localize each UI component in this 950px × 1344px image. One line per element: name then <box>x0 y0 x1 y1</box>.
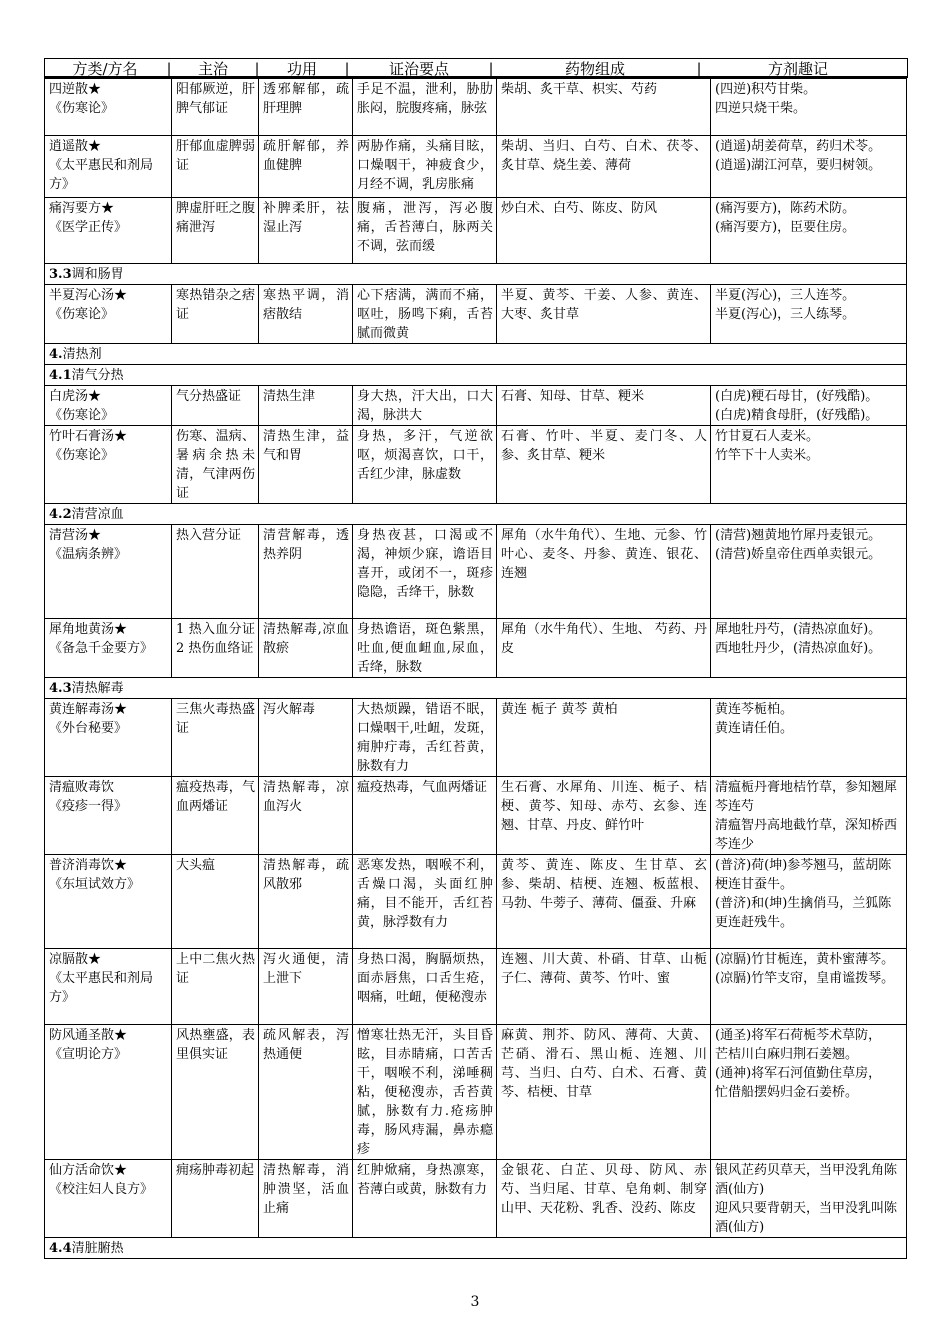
ingredients-cell: 麻黄、荆芥、防风、薄荷、大黄、芒硝、滑石、黑山栀、连翘、川芎、当归、白芍、白术、石膏、黄芩、桔梗、甘草 <box>497 1025 711 1160</box>
keypoints-cell: 心下痞满，满而不痛，呕吐，肠鸣下痢，舌苔腻而微黄 <box>353 285 497 344</box>
section-row <box>45 344 907 365</box>
indication-cell: 1 热入血分证 2 热伤血络证 <box>172 619 259 678</box>
mnemonic-line: 芒桔川白麻归荆石姜翘。 <box>715 1047 859 1062</box>
function-cell: 疏风解表，泻热通便 <box>259 1025 353 1160</box>
mnemonic-cell <box>711 386 907 426</box>
document-page <box>44 58 910 1259</box>
indication-cell: 瘟疫热毒，气血两燔证 <box>172 777 259 855</box>
mnemonic-line: (白虎)精食母肝，(好残酷)。 <box>715 408 879 423</box>
mnemonic-line: (痛泻要方)，陈药术防。 <box>715 201 856 216</box>
header-keypoints: 证治要点 <box>388 60 449 78</box>
mnemonic-line: 清瘟智丹高地截竹草，深知桥西芩连少 <box>715 818 898 852</box>
formula-cell <box>45 285 172 344</box>
formula-name: 清营汤★ <box>49 528 102 543</box>
ingredients-cell: 柴胡、炙干草、枳实、芍药 <box>497 79 711 136</box>
function-cell: 寒热平调，消痞散结 <box>259 285 353 344</box>
function-cell: 泻火通便，清上泄下 <box>259 949 353 1025</box>
mnemonic-line: 黄连请任伯。 <box>715 721 794 736</box>
section-number: 3.3 <box>49 267 72 282</box>
mnemonic-line: (四逆)积芍甘柴。 <box>715 82 817 97</box>
keypoints-cell: 恶寒发热，咽喉不利，舌燥口渴，头面红肿痛，目不能开，舌红苔黄，脉浮数有力 <box>353 855 497 949</box>
section-heading <box>45 344 907 365</box>
section-number: 4.2 <box>49 507 72 522</box>
section-number: 4.3 <box>49 681 72 696</box>
mnemonic-line: 迎风只要背朝天，当甲没乳叫陈酒(仙方) <box>715 1201 898 1235</box>
function-cell: 清热解毒，凉血泻火 <box>259 777 353 855</box>
indication-cell: 上中二焦火热证 <box>172 949 259 1025</box>
ingredients-cell: 黄芩、黄连、陈皮、生甘草、玄参、柴胡、桔梗、连翘、板蓝根、马勃、牛蒡子、薄荷、僵蚕、升麻 <box>497 855 711 949</box>
table-row <box>45 525 907 619</box>
indication-cell: 风热壅盛，表里俱实证 <box>172 1025 259 1160</box>
header-separator: | <box>696 60 702 78</box>
function-cell: 清热生津，益气和胃 <box>259 426 353 504</box>
formula-cell <box>45 525 172 619</box>
mnemonic-cell <box>711 1160 907 1238</box>
mnemonic-line: (白虎)粳石母甘，(好残酷)。 <box>715 389 879 404</box>
mnemonic-line: 忙借船摆妈归金石姜桥。 <box>715 1085 859 1100</box>
formula-name: 逍遥散★ <box>49 139 102 154</box>
table-row <box>45 699 907 777</box>
table-row <box>45 136 907 198</box>
formula-name: 四逆散★ <box>49 82 102 97</box>
section-title: 调和肠胃 <box>71 267 124 282</box>
formula-name: 白虎汤★ <box>49 389 102 404</box>
section-title: 清营凉血 <box>71 507 124 522</box>
formula-source: 《伤寒论》 <box>49 101 115 116</box>
formula-cell <box>45 777 172 855</box>
formula-name: 犀角地黄汤★ <box>49 622 128 637</box>
ingredients-cell: 石膏、竹叶、半夏、麦门冬、人参、炙甘草、粳米 <box>497 426 711 504</box>
indication-cell: 伤寒、温病、暑病余热未清，气津两伤证 <box>172 426 259 504</box>
formula-cell <box>45 855 172 949</box>
formula-source: 《东垣试效方》 <box>49 877 141 892</box>
mnemonic-cell <box>711 949 907 1025</box>
indication-cell: 寒热错杂之痞证 <box>172 285 259 344</box>
formula-source: 《伤寒论》 <box>49 408 115 423</box>
formula-source: 《太平惠民和剂局方》 <box>49 158 154 192</box>
indication-cell: 大头瘟 <box>172 855 259 949</box>
mnemonic-line: (凉膈)竹甘栀连，黄朴蜜薄芩。 <box>715 952 895 967</box>
mnemonic-line: 半夏(泻心)，三人练琴。 <box>715 307 856 322</box>
mnemonic-cell <box>711 699 907 777</box>
mnemonic-line: (通圣)将军石荷栀芩术草防， <box>715 1028 882 1043</box>
header-separator: | <box>254 60 260 78</box>
table-row <box>45 777 907 855</box>
formula-cell <box>45 79 172 136</box>
formula-name: 痛泻要方★ <box>49 201 115 216</box>
header-function: 功用 <box>286 60 317 78</box>
indication-cell: 肝郁血虚脾弱证 <box>172 136 259 198</box>
formula-source: 《太平惠民和剂局方》 <box>49 971 154 1005</box>
formula-cell <box>45 136 172 198</box>
table-row <box>45 285 907 344</box>
formula-cell <box>45 1160 172 1238</box>
header-separator: | <box>488 60 494 78</box>
ingredients-cell: 黄连 栀子 黄芩 黄柏 <box>497 699 711 777</box>
ingredients-cell: 犀角（水牛角代）、生地、 芍药、丹皮 <box>497 619 711 678</box>
header-ingredients: 药物组成 <box>564 60 625 78</box>
keypoints-cell: 手足不温，泄利，胁肋胀闷，脘腹疼痛，脉弦 <box>353 79 497 136</box>
function-cell: 清热生津 <box>259 386 353 426</box>
formula-cell <box>45 1025 172 1160</box>
formula-source: 《宣明论方》 <box>49 1047 128 1062</box>
mnemonic-line: (逍遥)胡姜荷草，药归术苓。 <box>715 139 882 154</box>
mnemonic-cell <box>711 198 907 264</box>
formula-name: 竹叶石膏汤★ <box>49 429 128 444</box>
mnemonic-line: 清瘟栀丹膏地桔竹草，参知翘犀芩连芍 <box>715 780 898 814</box>
ingredients-cell: 炒白术、白芍、陈皮、防风 <box>497 198 711 264</box>
mnemonic-line: 四逆只烧干柴。 <box>715 101 807 116</box>
formula-source: 《外台秘要》 <box>49 721 128 736</box>
indication-cell: 热入营分证 <box>172 525 259 619</box>
table-row <box>45 1160 907 1238</box>
ingredients-cell: 半夏、黄芩、干姜、人参、黄连、大枣、炙甘草 <box>497 285 711 344</box>
section-heading <box>45 678 907 699</box>
section-row <box>45 678 907 699</box>
ingredients-cell: 柴胡、当归、白芍、白术、茯苓、炙甘草、烧生姜、薄荷 <box>497 136 711 198</box>
keypoints-cell: 两胁作痛，头痛目眩，口燥咽干，神疲食少，月经不调，乳房胀痛 <box>353 136 497 198</box>
section-heading <box>45 264 907 285</box>
table-row <box>45 855 907 949</box>
mnemonic-cell <box>711 285 907 344</box>
section-title: 清热剂 <box>62 347 102 362</box>
formula-name: 黄连解毒汤★ <box>49 702 128 717</box>
mnemonic-cell <box>711 1025 907 1160</box>
table-header <box>44 58 908 78</box>
header-indication: 主治 <box>197 60 228 78</box>
mnemonic-line: 竹甘夏石人麦米。 <box>715 429 820 444</box>
mnemonic-cell <box>711 426 907 504</box>
mnemonic-line: 西地牡丹少，(清热凉血好)。 <box>715 641 882 656</box>
formula-name: 半夏泻心汤★ <box>49 288 128 303</box>
mnemonic-cell <box>711 136 907 198</box>
keypoints-cell: 身热口渴，胸膈烦热，面赤唇焦，口舌生疮，咽痛，吐衄，便秘溲赤 <box>353 949 497 1025</box>
indication-cell: 脾虚肝旺之腹痛泄泻 <box>172 198 259 264</box>
function-cell: 泻火解毒 <box>259 699 353 777</box>
formula-source: 《伤寒论》 <box>49 448 115 463</box>
mnemonic-line: (清营)翘黄地竹犀丹麦银元。 <box>715 528 882 543</box>
function-cell: 清热解毒，疏风散邪 <box>259 855 353 949</box>
formula-cell <box>45 426 172 504</box>
formula-source: 《备急千金要方》 <box>49 641 154 656</box>
mnemonic-line: 半夏(泻心)，三人连芩。 <box>715 288 856 303</box>
function-cell: 清热解毒，消肿溃坚，活血止痛 <box>259 1160 353 1238</box>
keypoints-cell: 身热，多汗，气逆欲呕，烦渴喜饮，口干，舌红少津，脉虚数 <box>353 426 497 504</box>
formula-name: 清瘟败毒饮 <box>49 780 115 795</box>
keypoints-cell: 身热谵语，斑色紫黑，吐血,便血衄血,尿血，舌绛，脉数 <box>353 619 497 678</box>
table-row <box>45 619 907 678</box>
function-cell: 疏肝解郁，养血健脾 <box>259 136 353 198</box>
ingredients-cell: 生石膏、水犀角、川连、栀子、桔梗、黄芩、知母、赤芍、玄参、连翘、甘草、丹皮、鲜竹叶 <box>497 777 711 855</box>
section-title: 清脏腑热 <box>71 1241 124 1256</box>
table-row <box>45 1025 907 1160</box>
header-separator: | <box>166 60 172 78</box>
section-heading <box>45 504 907 525</box>
section-heading <box>45 365 907 386</box>
indication-cell: 阳郁厥逆，肝脾气郁证 <box>172 79 259 136</box>
mnemonic-line: 竹竿下十人卖米。 <box>715 448 820 463</box>
mnemonic-line: (凉膈)竹竿支帘，皇甫谧拨琴。 <box>715 971 895 986</box>
mnemonic-cell <box>711 619 907 678</box>
keypoints-cell: 腹痛，泄泻，泻必腹痛，舌苔薄白，脉两关不调，弦而缓 <box>353 198 497 264</box>
section-number: 4.1 <box>49 368 72 383</box>
formula-name: 仙方活命饮★ <box>49 1163 128 1178</box>
keypoints-cell: 身热夜甚，口渴或不渴，神烦少寐，谵语目喜开，或闭不一，斑疹隐隐，舌绛干，脉数 <box>353 525 497 619</box>
section-heading <box>45 1238 907 1259</box>
section-row <box>45 264 907 285</box>
mnemonic-line: (逍遥)湖江河草，要归树领。 <box>715 158 882 173</box>
formula-cell <box>45 699 172 777</box>
mnemonic-line: 犀地牡丹芍，(清热凉血好)。 <box>715 622 882 637</box>
header-mnemonic: 方剂趣记 <box>767 60 828 78</box>
mnemonic-cell <box>711 777 907 855</box>
mnemonic-line: 黄连芩栀柏。 <box>715 702 794 717</box>
mnemonic-cell <box>711 525 907 619</box>
ingredients-cell: 犀角（水牛角代）、生地、元参、竹叶心、麦冬、丹参、黄连、银花、连翘 <box>497 525 711 619</box>
section-row <box>45 1238 907 1259</box>
keypoints-cell: 大热烦躁，错语不眠，口燥咽干,吐衄，发斑，痈肿疔毒，舌红苔黄，脉数有力 <box>353 699 497 777</box>
header-formula: 方类/方名 <box>72 60 138 78</box>
table-row <box>45 386 907 426</box>
ingredients-cell: 连翘、川大黄、朴硝、甘草、山栀子仁、薄荷、黄芩、竹叶、蜜 <box>497 949 711 1025</box>
table-row <box>45 79 907 136</box>
section-row <box>45 365 907 386</box>
formula-name: 普济消毒饮★ <box>49 858 128 873</box>
page-number: 3 <box>470 1294 480 1310</box>
header-separator: | <box>344 60 350 78</box>
section-number: 4. <box>49 347 63 362</box>
ingredients-cell: 石膏、知母、甘草、粳米 <box>497 386 711 426</box>
formula-source: 《伤寒论》 <box>49 307 115 322</box>
indication-cell: 三焦火毒热盛证 <box>172 699 259 777</box>
keypoints-cell: 身大热，汗大出，口大渴，脉洪大 <box>353 386 497 426</box>
function-cell: 清营解毒，透热养阴 <box>259 525 353 619</box>
section-title: 清热解毒 <box>71 681 124 696</box>
formula-source: 《温病条辨》 <box>49 547 128 562</box>
mnemonic-line: (普济)荷(坤)参芩翘马，蓝胡陈梗连甘蚕牛。 <box>715 858 892 892</box>
mnemonic-line: (清营)娇皇帝住西单卖银元。 <box>715 547 882 562</box>
table-row <box>45 198 907 264</box>
section-title: 清气分热 <box>71 368 124 383</box>
function-cell: 补脾柔肝，祛湿止泻 <box>259 198 353 264</box>
keypoints-cell: 红肿焮痛，身热凛寒，苔薄白或黄，脉数有力 <box>353 1160 497 1238</box>
formula-source: 《医学正传》 <box>49 220 128 235</box>
formula-cell <box>45 198 172 264</box>
formula-source: 《校注妇人良方》 <box>49 1182 154 1197</box>
formula-name: 防风通圣散★ <box>49 1028 128 1043</box>
function-cell: 清热解毒,凉血散瘀 <box>259 619 353 678</box>
indication-cell: 气分热盛证 <box>172 386 259 426</box>
ingredients-cell: 金银花、白芷、贝母、防风、赤芍、当归尾、甘草、皂角刺、制穿山甲、天花粉、乳香、没药、陈皮 <box>497 1160 711 1238</box>
mnemonic-line: (痛泻要方)，臣要住房。 <box>715 220 856 235</box>
table-row <box>45 426 907 504</box>
mnemonic-cell <box>711 855 907 949</box>
formula-cell <box>45 386 172 426</box>
formula-name: 凉膈散★ <box>49 952 102 967</box>
section-number: 4.4 <box>49 1241 72 1256</box>
mnemonic-line: 银风芷药贝草天，当甲没乳角陈酒(仙方) <box>715 1163 898 1197</box>
mnemonic-line: (通神)将军石河值勤住草房， <box>715 1066 882 1081</box>
formula-table <box>44 78 907 1259</box>
formula-source: 《疫疹一得》 <box>49 799 128 814</box>
keypoints-cell: 憎寒壮热无汗，头目昏眩，目赤睛痛，口苦舌干，咽喉不利，涕唾稠粘，便秘溲赤，舌苔黄腻，脉数有力.疮疡肿毒，肠风痔漏，鼻赤瘾疹 <box>353 1025 497 1160</box>
mnemonic-cell <box>711 79 907 136</box>
keypoints-cell: 瘟疫热毒，气血两燔证 <box>353 777 497 855</box>
formula-cell <box>45 619 172 678</box>
table-row <box>45 949 907 1025</box>
indication-cell: 痈疡肿毒初起 <box>172 1160 259 1238</box>
function-cell: 透邪解郁，疏肝理脾 <box>259 79 353 136</box>
formula-cell <box>45 949 172 1025</box>
mnemonic-line: (普济)和(坤)生擒俏马，兰狐陈更连赶残牛。 <box>715 896 892 930</box>
section-row <box>45 504 907 525</box>
